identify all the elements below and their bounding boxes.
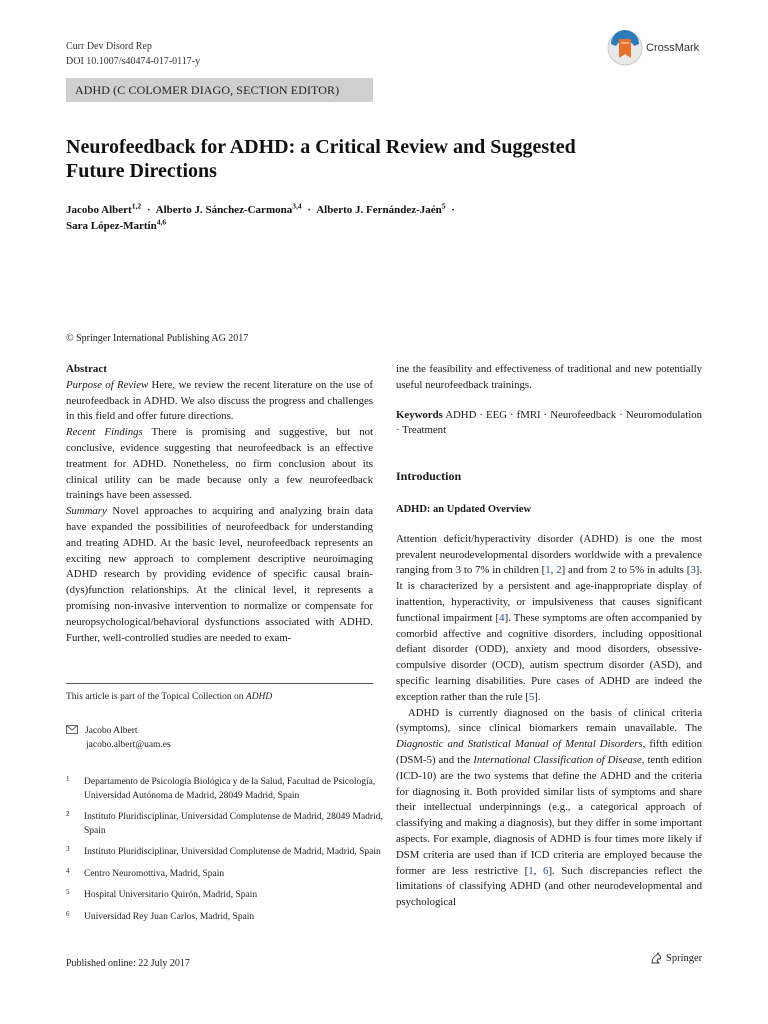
paragraph-text: Attention deficit/hyperactivity disorder (ADHD) is one the most prevalent neurodevelopmental disorders worldwide with a prevalence ranging from 3 to 7% in children [	[396, 532, 702, 577]
affiliation-number: 3	[66, 845, 70, 853]
affiliation-text: Instituto Pluridisciplinar, Universidad Complutense de Madrid, Madrid, Spain	[84, 847, 381, 857]
dsm-title: Diagnostic and Statistical Manual of Mental Disorders	[396, 738, 643, 751]
correspondence	[66, 724, 171, 752]
citation-link[interactable]: 1	[528, 864, 534, 877]
overview-subheading: ADHD: an Updated Overview	[396, 503, 532, 515]
author-affil-sup: 1,2	[131, 201, 142, 211]
article-title	[66, 135, 686, 183]
affiliation-item	[66, 911, 386, 925]
citation-link[interactable]: 1	[545, 564, 551, 577]
affiliation-text: Centro Neuromottiva, Madrid, Spain	[84, 868, 225, 879]
right-column	[396, 362, 702, 911]
affiliation-text: Universidad Rey Juan Carlos, Madrid, Spain	[84, 911, 255, 922]
paragraph-text: ] and from 2 to 5% in adults [	[561, 564, 691, 577]
author-name[interactable]: Jacobo Albert	[66, 204, 132, 216]
copyright-notice: © Springer International Publishing AG 2017	[66, 333, 249, 344]
keywords	[396, 408, 702, 440]
abstract-summary	[66, 504, 373, 646]
affiliation-text: Departamento de Psicología Biológica y de la Salud, Facultad de Psicología, Universidad Autónoma de Madrid, 28049 Madrid, Spain	[84, 777, 376, 801]
journal-info	[66, 40, 200, 69]
author-name[interactable]: Alberto J. Sánchez-Carmona	[155, 204, 293, 216]
citation-link[interactable]: 6	[543, 864, 549, 877]
findings-text: There is promising and suggestive, but not conclusive, evidence suggesting that neurofeedback is an effective treatment for ADHD. Nonetheless, no firm conclusion about its clinical utility can be made because only a few neurofeedback trainings have been assessed.	[66, 426, 374, 502]
abstract-continuation: ine the feasibility and effectiveness of traditional and new potentially useful neurofeedback trainings.	[396, 363, 702, 391]
affiliation-item	[66, 776, 386, 803]
affiliation-item	[66, 811, 386, 838]
purpose-text: Here, we review the recent literature on the use of neurofeedback in ADHD. We also discuss the progress and challenges in this field and offer future directions.	[66, 378, 373, 423]
affiliation-number: 4	[66, 866, 70, 875]
affiliation-text: Instituto Pluridisciplinar, Universidad Complutense de Madrid, 28049 Madrid, Spain	[84, 812, 383, 836]
author-separator: ·	[451, 204, 455, 216]
crossmark-icon	[607, 30, 643, 66]
affiliation-item	[66, 868, 386, 882]
paragraph-text: ].	[534, 690, 541, 703]
citation-link[interactable]: 2	[556, 564, 562, 577]
author-list	[66, 202, 706, 234]
corresponding-author	[66, 726, 138, 736]
author-affil-sup: 3,4	[292, 201, 302, 211]
abstract-findings	[66, 425, 373, 504]
intro-paragraph-2	[396, 706, 702, 911]
author-affil-sup: 5	[441, 201, 446, 211]
findings-label: Recent Findings	[66, 426, 143, 439]
abstract-heading: Abstract	[66, 363, 107, 375]
paragraph-text: , tenth edition (ICD-10) are the two systems that define the ADHD and the criteria for diagnosing it. Both provided similar lists of symptoms and share their intellectual underpinnings (e.g., a categorical approach of classifying and making a diagnosis), but they differ in some important aspects. For example, diagnosis of ADHD is four times more likely if DSM criteria are used than if ICD criteria are employed because the former are less restrictive [	[396, 753, 702, 877]
paragraph-text: ]. It is characterized by a persistent and age-inappropriate display of inattention, hyperactivity, or impulsiveness that causes significant functional impairment [	[396, 564, 703, 624]
crossmark-badge-link[interactable]	[607, 30, 699, 66]
purpose-label: Purpose of Review	[66, 378, 149, 391]
citation-link[interactable]: 4	[499, 611, 505, 624]
keywords-text: ADHD · EEG · fMRI · Neurofeedback · Neuromodulation · Treatment	[396, 408, 702, 437]
abstract-section	[66, 362, 373, 646]
footnote-divider	[66, 683, 373, 684]
envelope-icon	[66, 725, 78, 734]
citation-link[interactable]: 3	[690, 564, 696, 577]
affiliation-item	[66, 846, 386, 860]
corresponding-author-name: Jacobo Albert	[85, 726, 138, 736]
paragraph-text: ]. These symptoms are often accompanied by comorbid affective and cognitive disorders, including oppositional defiant disorder (ODD), anxiety and mood disorders, obsessive-compulsive disorder (OCD), autism spectrum disorder (ASD), and specific learning disabilities. Pure cases of ADHD are indeed the exception rather than the rule [	[396, 611, 702, 703]
author-name[interactable]: Sara López-Martín	[66, 220, 157, 232]
journal-name: Curr Dev Disord Rep	[66, 41, 152, 52]
topical-collection-link[interactable]: ADHD	[245, 692, 273, 702]
affiliation-list	[66, 776, 386, 932]
intro-paragraph-1	[396, 532, 702, 706]
summary-label: Summary	[66, 505, 107, 518]
published-date: Published online: 22 July 2017	[66, 958, 190, 969]
author-separator: ·	[146, 204, 151, 216]
paragraph-text: , fifth edition (DSM-5) and the	[396, 738, 702, 766]
paragraph-text: ,	[550, 564, 557, 577]
title-line-2: Future Directions	[66, 160, 217, 182]
abstract-purpose	[66, 378, 373, 425]
section-editor-banner: ADHD (C COLOMER DIAGO, SECTION EDITOR)	[66, 78, 373, 102]
affiliation-item	[66, 889, 386, 903]
topical-prefix: This article is part of the Topical Collection on	[66, 692, 246, 702]
author-name[interactable]: Alberto J. Fernández-Jaén	[316, 204, 442, 216]
paragraph-text: ]. Such discrepancies reflect the limitations of classifying ADHD (and other neurodevelopmental and psychological	[396, 864, 702, 909]
paragraph-text: ,	[533, 864, 544, 877]
author-affil-sup: 4,6	[156, 217, 167, 227]
affiliation-text: Hospital Universitario Quirón, Madrid, Spain	[84, 890, 258, 900]
doi[interactable]: DOI 10.1007/s40474-017-0117-y	[66, 55, 201, 67]
corresponding-email-link[interactable]: jacobo.albert@uam.es	[86, 740, 171, 750]
springer-horse-icon	[650, 952, 663, 965]
affiliation-number: 1	[66, 775, 70, 783]
title-line-1: Neurofeedback for ADHD: a Critical Review and Suggested	[66, 136, 576, 158]
author-separator: ·	[307, 204, 312, 216]
keywords-label: Keywords	[396, 408, 443, 421]
publisher-logo	[650, 952, 702, 965]
topical-collection-note	[66, 692, 272, 702]
citation-link[interactable]: 5	[528, 690, 535, 703]
publisher-name: Springer	[666, 953, 703, 964]
affiliation-number: 6	[66, 909, 70, 918]
crossmark-label: CrossMark	[646, 42, 700, 54]
affiliation-number: 2	[66, 810, 70, 818]
paragraph-text: ADHD is currently diagnosed on the basis of clinical criteria (symptoms), since clinical biomarkers remain unavailable. The	[396, 706, 702, 735]
summary-text: Novel approaches to acquiring and analyzing brain data have expanded the possibilities of neurofeedback for understanding and treating ADHD. At the basic level, neurofeedback represents an exciting new approach to complement descriptive neuroimaging ADHD research by providing evidence of specific causal brain-(dys)function relationships. At the clinical level, it represents a promising non-invasive intervention to normalize or compensate for neuropsychological/behavioral dysfunctions associated with ADHD. Further, well-controlled studies are needed to exam-	[66, 505, 373, 644]
introduction-heading: Introduction	[396, 469, 462, 484]
icd-title: International Classification of Disease	[473, 753, 642, 766]
affiliation-number: 5	[66, 888, 70, 896]
